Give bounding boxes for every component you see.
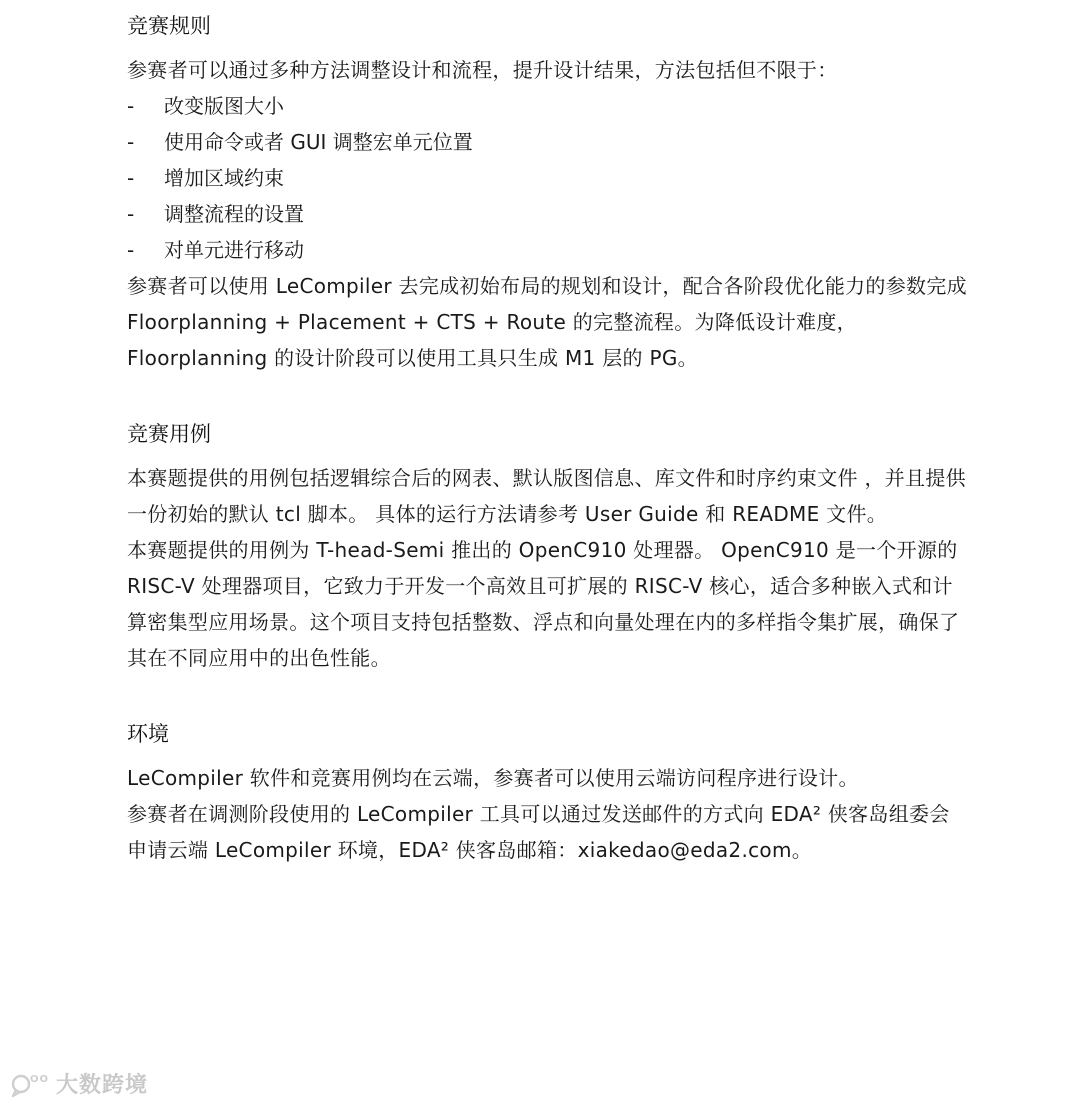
list-item [127,124,967,160]
list-dash: - [127,166,135,190]
list-dash: - [127,238,135,262]
brand-logo-icon [10,1069,52,1099]
section-environment [127,716,967,868]
rules-outro-paragraph: 参赛者可以使用 LeCompiler 去完成初始布局的规划和设计，配合各阶段优化能力的参数完成 Floorplanning + Placement + CTS + Route 的完整流程。为降低设计难度，Floorplanning 的设计阶段可以使用工具只生成 M1 层的 PG。 [127,274,974,370]
section-heading: 环境 [127,722,169,746]
list-item [127,232,967,268]
list-item [127,160,967,196]
watermark [10,1068,148,1099]
list-dash: - [127,202,135,226]
list-dash: - [127,130,135,154]
list-item [127,88,967,124]
section-competition-rules [127,8,974,376]
watermark-text: 大数跨境 [56,1073,149,1098]
list-item-text: 改变版图大小 [164,94,284,118]
environment-paragraph: 参赛者在调测阶段使用的 LeCompiler 工具可以通过发送邮件的方式向 EDA² 侠客岛组委会申请云端 LeCompiler 环境，EDA² 侠客岛邮箱：xiakedao@eda2.com。 [127,802,950,862]
rules-method-list [127,88,967,268]
list-item [127,196,967,232]
document-body [127,8,974,868]
list-dash: - [127,94,135,118]
cases-paragraph: 本赛题提供的用例为 T-head-Semi 推出的 OpenC910 处理器。 OpenC910 是一个开源的 RISC-V 处理器项目，它致力于开发一个高效且可扩展的 RISC-V 核心，适合多种嵌入式和计算密集型应用场景。这个项目支持包括整数、浮点和向量处理在内的多样指令集扩展，确保了其在不同应用中的出色性能。 [127,538,965,670]
section-heading: 竞赛规则 [127,14,211,38]
section-heading: 竞赛用例 [127,422,211,446]
cases-paragraph: 本赛题提供的用例包括逻辑综合后的网表、默认版图信息、库文件和时序约束文件 ，并且提供一份初始的默认 tcl 脚本。 具体的运行方法请参考 User Guide 和 README 文件。 [127,466,966,526]
rules-intro-paragraph: 参赛者可以通过多种方法调整设计和流程，提升设计结果，方法包括但不限于： [127,58,838,82]
list-item-text: 增加区域约束 [164,166,284,190]
list-item-text: 调整流程的设置 [164,202,304,226]
list-item-text: 对单元进行移动 [164,238,304,262]
section-competition-cases [127,416,967,676]
environment-paragraph: LeCompiler 软件和竞赛用例均在云端，参赛者可以使用云端访问程序进行设计。 [127,766,859,790]
list-item-text: 使用命令或者 GUI 调整宏单元位置 [164,130,473,154]
svg-text:OO: OO [30,1073,50,1085]
